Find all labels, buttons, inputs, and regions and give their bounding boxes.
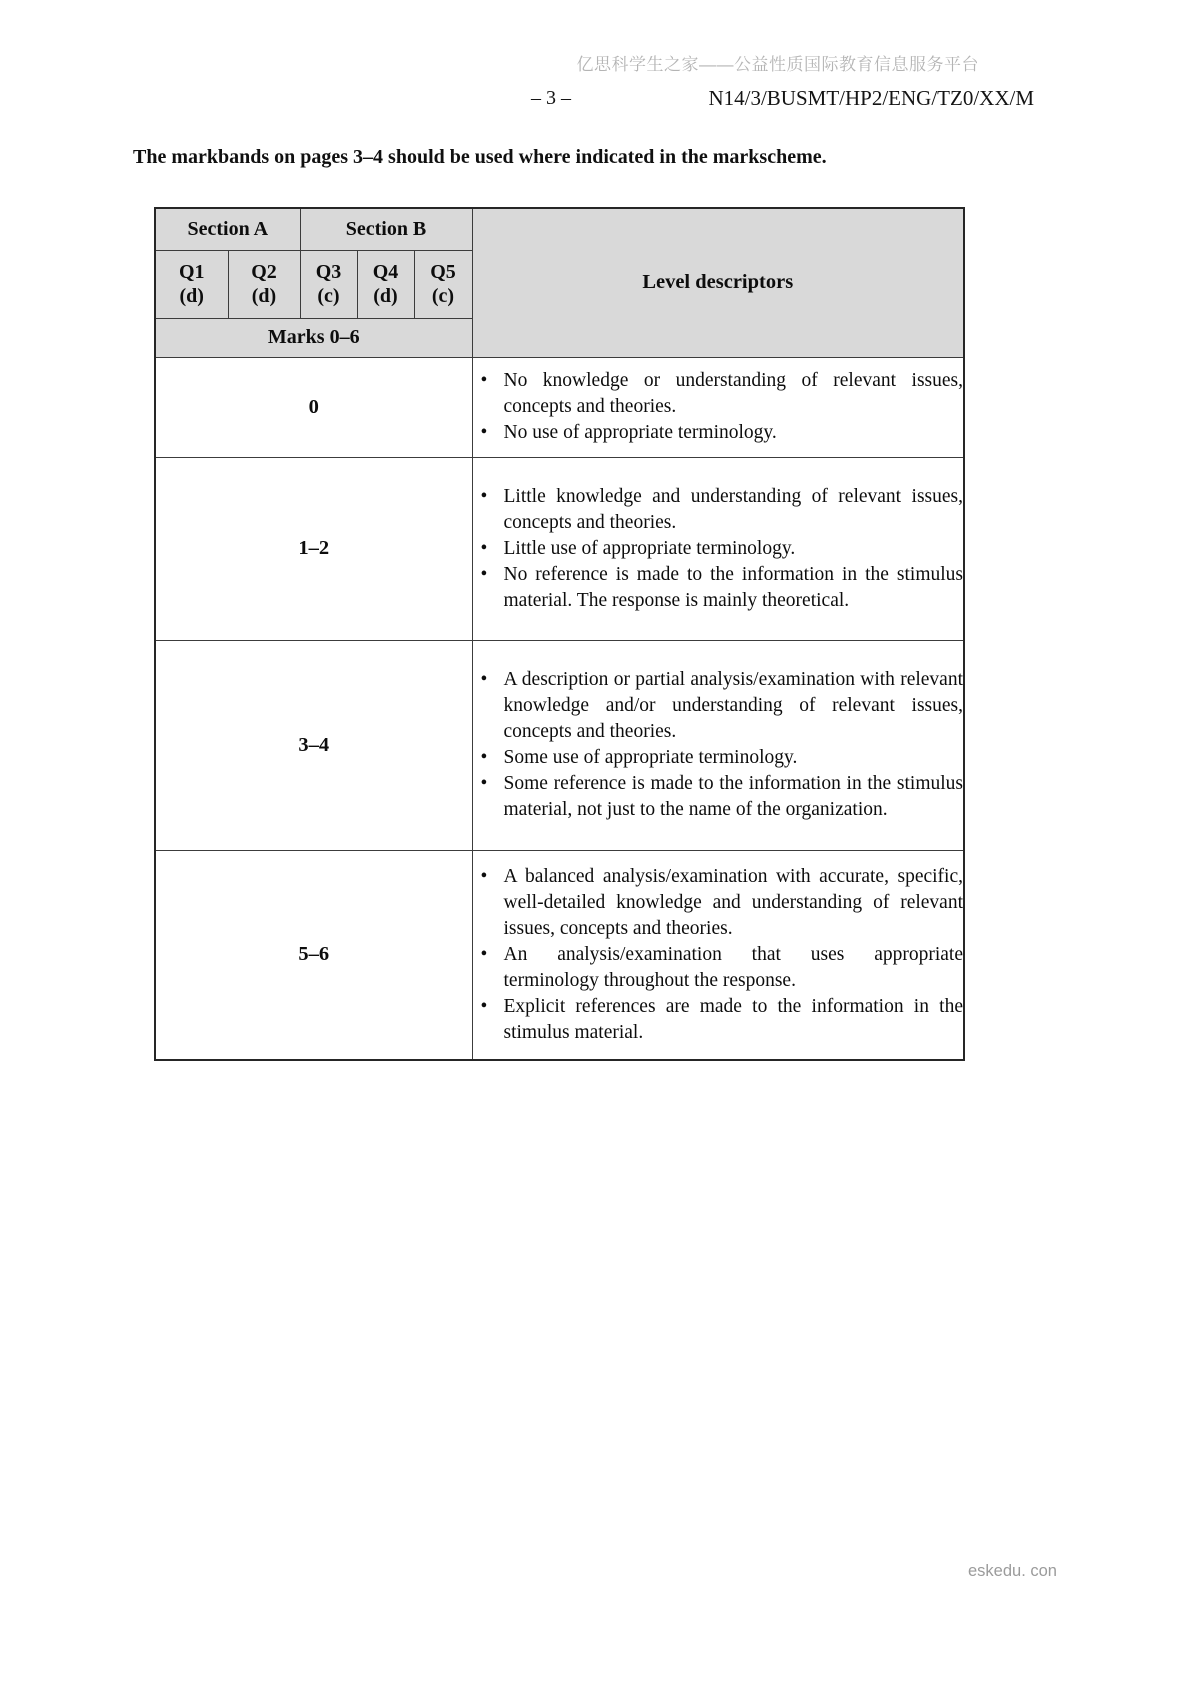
- descriptor-list: [473, 667, 964, 823]
- marks-value: 1–2: [155, 457, 472, 640]
- descriptor-item: • No reference is made to the information in the stimulus material. The response is mainly theoretical.: [473, 562, 964, 614]
- question-label: Q2: [251, 261, 277, 283]
- markbands-table: [154, 207, 965, 1061]
- question-part: (d): [179, 285, 204, 307]
- descriptor-item: • Some reference is made to the information in the stimulus material, not just to the name of the organization.: [473, 771, 964, 823]
- descriptor-item: • A balanced analysis/examination with accurate, specific, well-detailed knowledge and understanding of relevant issues, concepts and theories.: [473, 864, 964, 942]
- marks-value: 5–6: [155, 850, 472, 1060]
- document-code: N14/3/BUSMT/HP2/ENG/TZ0/XX/M: [708, 86, 1034, 110]
- markbands-intro-text: The markbands on pages 3–4 should be used where indicated in the markscheme.: [133, 146, 827, 168]
- descriptor-cell: [472, 357, 964, 457]
- markbands-table-container: [154, 207, 965, 1061]
- level-descriptors-header: Level descriptors: [472, 208, 964, 357]
- marks-value: 3–4: [155, 640, 472, 850]
- question-part: (d): [373, 285, 398, 307]
- descriptor-item: • Explicit references are made to the information in the stimulus material.: [473, 994, 964, 1046]
- question-header-q5: [414, 250, 472, 318]
- descriptor-cell: [472, 640, 964, 850]
- descriptor-item: • Some use of appropriate terminology.: [473, 745, 964, 771]
- section-a-header: Section A: [155, 208, 300, 250]
- question-label: Q4: [372, 261, 399, 283]
- descriptor-item: • Little knowledge and understanding of relevant issues, concepts and theories.: [473, 484, 964, 536]
- bottom-watermark-text: eskedu. con: [968, 1562, 1057, 1580]
- markband-row-3-4: [155, 640, 964, 850]
- descriptor-item: • Little use of appropriate terminology.: [473, 536, 964, 562]
- question-header-q1: [155, 250, 228, 318]
- top-watermark-text: 亿思科学生之家——公益性质国际教育信息服务平台: [576, 55, 979, 74]
- descriptor-list: [473, 864, 964, 1046]
- question-label: Q5: [430, 261, 456, 283]
- section-b-header: Section B: [300, 208, 472, 250]
- descriptor-item: • An analysis/examination that uses appropriate terminology throughout the response.: [473, 942, 964, 994]
- question-part: (d): [251, 285, 277, 307]
- question-part: (c): [431, 285, 455, 307]
- question-label: Q3: [315, 261, 342, 283]
- marks-value: 0: [155, 357, 472, 457]
- markband-row-0: [155, 357, 964, 457]
- question-header-q4: [357, 250, 414, 318]
- question-part: (c): [317, 285, 340, 307]
- descriptor-list: [473, 368, 964, 446]
- markband-row-1-2: [155, 457, 964, 640]
- question-header-q2: [228, 250, 300, 318]
- question-label: Q1: [178, 261, 205, 283]
- markband-row-5-6: [155, 850, 964, 1060]
- marks-range-header: Marks 0–6: [155, 318, 472, 357]
- page-number: – 3 –: [531, 87, 571, 109]
- descriptor-cell: [472, 850, 964, 1060]
- descriptor-item: • No use of appropriate terminology.: [473, 420, 964, 446]
- descriptor-item: • No knowledge or understanding of relevant issues, concepts and theories.: [473, 368, 964, 420]
- descriptor-list: [473, 484, 964, 614]
- question-header-q3: [300, 250, 357, 318]
- descriptor-item: • A description or partial analysis/examination with relevant knowledge and/or understanding of relevant issues, concepts and theories.: [473, 667, 964, 745]
- descriptor-cell: [472, 457, 964, 640]
